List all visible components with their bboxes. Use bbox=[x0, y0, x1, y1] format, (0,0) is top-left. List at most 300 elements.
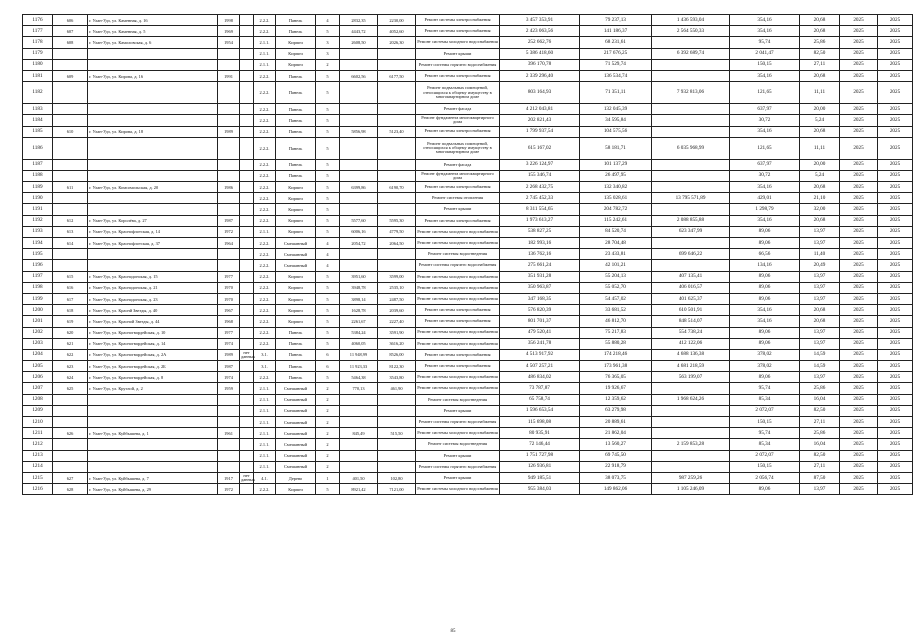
living-area-cell bbox=[378, 193, 416, 204]
wall-material-cell: Панель bbox=[276, 170, 316, 181]
table-row bbox=[23, 282, 913, 293]
plan-year-start-cell: 2025 bbox=[840, 115, 878, 126]
work-cost-cell: 801 701,37 bbox=[500, 316, 580, 327]
unit-cost-cell: 150,15 bbox=[730, 417, 800, 428]
construction-control-cost-cell: 55 204,13 bbox=[580, 271, 652, 282]
floors-cell: 5 bbox=[316, 316, 340, 327]
row-number-cell: 1214 bbox=[23, 461, 53, 472]
table-row bbox=[23, 104, 913, 115]
house-type-cell: 2.2.2. bbox=[254, 316, 276, 327]
floors-cell: 2 bbox=[316, 428, 340, 439]
no-data-flag-cell bbox=[240, 48, 254, 59]
table-row bbox=[23, 383, 913, 394]
wall-material-cell: Кирпич bbox=[276, 37, 316, 48]
floors-cell: 2 bbox=[316, 394, 340, 405]
no-data-flag-cell bbox=[240, 361, 254, 372]
work-cost-cell: 803 164,93 bbox=[500, 82, 580, 104]
floors-cell: 6 bbox=[316, 349, 340, 360]
plan-year-end-cell: 2025 bbox=[878, 193, 913, 204]
work-type-cell: Ремонт системы холодного водоснабжения bbox=[416, 428, 500, 439]
address-cell: г. Улан-Удэ, ул. Красногвардейская, д. 2Б bbox=[88, 361, 218, 372]
living-area-cell: 3599,00 bbox=[378, 271, 416, 282]
house-id-cell: 619 bbox=[53, 316, 88, 327]
unit-control-cost-cell: 20,00 bbox=[800, 104, 840, 115]
no-data-flag-cell bbox=[240, 383, 254, 394]
house-type-cell: 2.2.2. bbox=[254, 170, 276, 181]
house-type-cell: 2.2.2. bbox=[254, 82, 276, 104]
construction-control-cost-cell: 21 862,04 bbox=[580, 428, 652, 439]
no-data-flag-cell bbox=[240, 193, 254, 204]
work-type-cell: Ремонт системы холодного водоснабжения bbox=[416, 238, 500, 249]
floors-cell: 5 bbox=[316, 282, 340, 293]
build-year-cell bbox=[218, 461, 240, 472]
unit-cost-cell: 89,06 bbox=[730, 226, 800, 237]
work-type-cell: Ремонт подвальных помещений, относящихся к общему имуществу в многоквартирном доме bbox=[416, 82, 500, 104]
plan-year-end-cell: 2025 bbox=[878, 59, 913, 70]
work-cost-cell: 615 167,02 bbox=[500, 137, 580, 159]
house-type-cell: 3.1. bbox=[254, 361, 276, 372]
work-cost-cell: 1 751 727,98 bbox=[500, 450, 580, 461]
build-year-cell: 1991 bbox=[218, 70, 240, 81]
house-total-cost-cell: 412 122,06 bbox=[652, 338, 730, 349]
construction-control-cost-cell: 204 782,72 bbox=[580, 204, 652, 215]
table-row bbox=[23, 126, 913, 137]
house-total-cost-cell: 407 135,41 bbox=[652, 271, 730, 282]
floors-cell: 4 bbox=[316, 249, 340, 260]
wall-material-cell: Кирпич bbox=[276, 204, 316, 215]
total-area-cell: 3951,60 bbox=[340, 271, 378, 282]
plan-year-start-cell: 2025 bbox=[840, 204, 878, 215]
work-cost-cell: 955 384,03 bbox=[500, 484, 580, 495]
plan-year-end-cell: 2025 bbox=[878, 361, 913, 372]
row-number-cell: 1183 bbox=[23, 104, 53, 115]
build-year-cell bbox=[218, 204, 240, 215]
construction-control-cost-cell: 68 231,61 bbox=[580, 37, 652, 48]
total-area-cell: 5577,60 bbox=[340, 215, 378, 226]
work-type-cell: Ремонт системы холодного водоснабжения bbox=[416, 293, 500, 304]
living-area-cell bbox=[378, 59, 416, 70]
address-cell: г. Улан-Удэ, ул. Красногвардейская, д. 14 bbox=[88, 338, 218, 349]
row-number-cell: 1204 bbox=[23, 349, 53, 360]
table-row bbox=[23, 59, 913, 70]
plan-year-end-cell: 2025 bbox=[878, 226, 913, 237]
address-cell: г. Улан-Удэ, ул. Краснофлотская, д. 14 bbox=[88, 226, 218, 237]
living-area-cell: 6190,70 bbox=[378, 182, 416, 193]
wall-material-cell: Панель bbox=[276, 82, 316, 104]
build-year-cell: 1954 bbox=[218, 37, 240, 48]
unit-control-cost-cell: 13,97 bbox=[800, 282, 840, 293]
address-cell bbox=[88, 193, 218, 204]
row-number-cell: 1189 bbox=[23, 182, 53, 193]
house-total-cost-cell bbox=[652, 405, 730, 416]
living-area-cell: 5595,30 bbox=[378, 215, 416, 226]
floors-cell: 5 bbox=[316, 338, 340, 349]
unit-control-cost-cell: 20,00 bbox=[800, 159, 840, 170]
house-type-cell: 2.1.1. bbox=[254, 383, 276, 394]
house-total-cost-cell bbox=[652, 159, 730, 170]
plan-year-start-cell: 2025 bbox=[840, 59, 878, 70]
total-area-cell bbox=[340, 82, 378, 104]
address-cell: г. Улан-Удэ, ул. Красногвардейская, д. 10 bbox=[88, 327, 218, 338]
row-number-cell: 1199 bbox=[23, 293, 53, 304]
table-row bbox=[23, 405, 913, 416]
unit-cost-cell: 150,15 bbox=[730, 461, 800, 472]
address-cell: г. Улан-Удэ, ул. Куйбышева, д. 29 bbox=[88, 484, 218, 495]
unit-cost-cell: 354,16 bbox=[730, 70, 800, 81]
plan-year-end-cell: 2025 bbox=[878, 170, 913, 181]
total-area-cell bbox=[340, 461, 378, 472]
plan-year-end-cell: 2025 bbox=[878, 249, 913, 260]
house-type-cell: 2.2.2. bbox=[254, 193, 276, 204]
house-type-cell: 2.2.2. bbox=[254, 484, 276, 495]
work-cost-cell: 347 168,35 bbox=[500, 293, 580, 304]
no-data-flag-cell bbox=[240, 37, 254, 48]
table-row bbox=[23, 249, 913, 260]
no-data-flag-cell bbox=[240, 137, 254, 159]
wall-material-cell: Смешанный bbox=[276, 428, 316, 439]
house-type-cell: 2.2.2. bbox=[254, 115, 276, 126]
construction-control-cost-cell: 55 052,70 bbox=[580, 282, 652, 293]
house-type-cell: 2.2.2. bbox=[254, 204, 276, 215]
house-total-cost-cell: 406 016,57 bbox=[652, 282, 730, 293]
plan-year-end-cell: 2025 bbox=[878, 215, 913, 226]
work-type-cell: Ремонт системы холодного водоснабжения bbox=[416, 282, 500, 293]
construction-control-cost-cell: 104 575,56 bbox=[580, 126, 652, 137]
house-total-cost-cell: 610 501,91 bbox=[652, 305, 730, 316]
wall-material-cell: Панель bbox=[276, 327, 316, 338]
no-data-flag-cell bbox=[240, 226, 254, 237]
table-row bbox=[23, 316, 913, 327]
plan-year-end-cell: 2025 bbox=[878, 159, 913, 170]
work-type-cell: Ремонт фундамента многоквартирного дома bbox=[416, 170, 500, 181]
house-type-cell: 2.2.2. bbox=[254, 260, 276, 271]
table-row bbox=[23, 26, 913, 37]
total-area-cell bbox=[340, 249, 378, 260]
living-area-cell bbox=[378, 417, 416, 428]
plan-year-start-cell: 2025 bbox=[840, 104, 878, 115]
address-cell bbox=[88, 439, 218, 450]
construction-control-cost-cell: 132 045,39 bbox=[580, 104, 652, 115]
house-total-cost-cell: 4 688 136,38 bbox=[652, 349, 730, 360]
no-data-flag-cell bbox=[240, 159, 254, 170]
work-cost-cell: 2 423 063,56 bbox=[500, 26, 580, 37]
work-type-cell: Ремонт системы холодного водоснабжения bbox=[416, 226, 500, 237]
unit-cost-cell: 1 298,79 bbox=[730, 204, 800, 215]
unit-cost-cell: 95,74 bbox=[730, 428, 800, 439]
table-row bbox=[23, 293, 913, 304]
construction-control-cost-cell: 173 961,38 bbox=[580, 361, 652, 372]
wall-material-cell: Кирпич bbox=[276, 182, 316, 193]
house-id-cell: 623 bbox=[53, 361, 88, 372]
house-total-cost-cell: 623 347,99 bbox=[652, 226, 730, 237]
plan-year-start-cell: 2025 bbox=[840, 137, 878, 159]
row-number-cell: 1200 bbox=[23, 305, 53, 316]
plan-year-end-cell: 2025 bbox=[878, 394, 913, 405]
floors-cell: 5 bbox=[316, 82, 340, 104]
house-type-cell: 2.2.2. bbox=[254, 26, 276, 37]
unit-control-cost-cell: 20,68 bbox=[800, 316, 840, 327]
floors-cell: 5 bbox=[316, 104, 340, 115]
address-cell bbox=[88, 48, 218, 59]
house-id-cell bbox=[53, 137, 88, 159]
total-area-cell: 845,49 bbox=[340, 428, 378, 439]
unit-cost-cell: 378,02 bbox=[730, 361, 800, 372]
plan-year-end-cell: 2025 bbox=[878, 204, 913, 215]
house-total-cost-cell: 1 436 593,04 bbox=[652, 15, 730, 26]
construction-control-cost-cell: 20 889,61 bbox=[580, 417, 652, 428]
plan-year-start-cell: 2025 bbox=[840, 182, 878, 193]
floors-cell: 5 bbox=[316, 271, 340, 282]
construction-control-cost-cell: 71 351,11 bbox=[580, 82, 652, 104]
house-id-cell bbox=[53, 249, 88, 260]
work-type-cell: Ремонт системы водоотведения bbox=[416, 439, 500, 450]
plan-year-end-cell: 2025 bbox=[878, 372, 913, 383]
unit-cost-cell: 85,34 bbox=[730, 439, 800, 450]
unit-control-cost-cell: 13,97 bbox=[800, 293, 840, 304]
plan-year-end-cell: 2025 bbox=[878, 293, 913, 304]
construction-control-cost-cell: 71 529,74 bbox=[580, 59, 652, 70]
work-type-cell: Ремонт системы электроснабжения bbox=[416, 349, 500, 360]
floors-cell: 5 bbox=[316, 70, 340, 81]
house-id-cell bbox=[53, 461, 88, 472]
no-data-flag-cell bbox=[240, 372, 254, 383]
unit-control-cost-cell: 13,97 bbox=[800, 226, 840, 237]
work-type-cell: Ремонт системы электроснабжения bbox=[416, 215, 500, 226]
address-cell: г. Улан-Удэ, ул. Каменная, д. 16 bbox=[88, 15, 218, 26]
plan-year-end-cell: 2025 bbox=[878, 137, 913, 159]
address-cell bbox=[88, 405, 218, 416]
floors-cell: 5 bbox=[316, 293, 340, 304]
address-cell: г. Улан-Удэ, ул. Кирова, д. 16 bbox=[88, 70, 218, 81]
living-area-cell: 4052,60 bbox=[378, 26, 416, 37]
house-total-cost-cell: 6 035 968,99 bbox=[652, 137, 730, 159]
house-id-cell bbox=[53, 439, 88, 450]
build-year-cell: 1964 bbox=[218, 238, 240, 249]
total-area-cell: 5856,98 bbox=[340, 126, 378, 137]
unit-cost-cell: 89,06 bbox=[730, 271, 800, 282]
total-area-cell bbox=[340, 405, 378, 416]
no-data-flag-cell bbox=[240, 293, 254, 304]
unit-control-cost-cell: 16,04 bbox=[800, 394, 840, 405]
work-cost-cell: 576 820,39 bbox=[500, 305, 580, 316]
unit-cost-cell: 354,16 bbox=[730, 15, 800, 26]
plan-year-end-cell: 2025 bbox=[878, 182, 913, 193]
build-year-cell bbox=[218, 170, 240, 181]
plan-year-end-cell: 2025 bbox=[878, 271, 913, 282]
plan-year-end-cell: 2025 bbox=[878, 104, 913, 115]
floors-cell: 2 bbox=[316, 383, 340, 394]
house-total-cost-cell: 4 681 218,59 bbox=[652, 361, 730, 372]
build-year-cell bbox=[218, 59, 240, 70]
address-cell bbox=[88, 115, 218, 126]
table-row bbox=[23, 461, 913, 472]
house-type-cell: 2.2.2. bbox=[254, 215, 276, 226]
unit-control-cost-cell: 13,97 bbox=[800, 372, 840, 383]
build-year-cell: 1989 bbox=[218, 126, 240, 137]
no-data-flag-cell bbox=[240, 484, 254, 495]
house-id-cell bbox=[53, 82, 88, 104]
address-cell: г. Улан-Удэ, ул. Комсомольская, д. 20 bbox=[88, 182, 218, 193]
no-data-flag-cell bbox=[240, 104, 254, 115]
floors-cell: 5 bbox=[316, 182, 340, 193]
address-cell: г. Улан-Удэ, ул. Красной Звезды, д. 44 bbox=[88, 316, 218, 327]
row-number-cell: 1201 bbox=[23, 316, 53, 327]
row-number-cell: 1182 bbox=[23, 82, 53, 104]
no-data-flag-cell: нет данных bbox=[241, 349, 256, 359]
total-area-cell: 5464,38 bbox=[340, 372, 378, 383]
house-type-cell: 2.2.2. bbox=[254, 126, 276, 137]
house-type-cell: 2.1.1. bbox=[254, 48, 276, 59]
house-total-cost-cell bbox=[652, 59, 730, 70]
living-area-cell bbox=[378, 48, 416, 59]
unit-control-cost-cell: 27,11 bbox=[800, 461, 840, 472]
house-id-cell bbox=[53, 170, 88, 181]
plan-year-end-cell: 2025 bbox=[878, 282, 913, 293]
row-number-cell: 1194 bbox=[23, 238, 53, 249]
floors-cell: 5 bbox=[316, 26, 340, 37]
table-row bbox=[23, 159, 913, 170]
house-id-cell bbox=[53, 417, 88, 428]
plan-year-start-cell: 2025 bbox=[840, 338, 878, 349]
build-year-cell: 1972 bbox=[218, 226, 240, 237]
wall-material-cell: Панель bbox=[276, 15, 316, 26]
work-type-cell: Ремонт крыши bbox=[416, 204, 500, 215]
house-type-cell: 2.2.2. bbox=[254, 293, 276, 304]
floors-cell: 4 bbox=[316, 15, 340, 26]
plan-year-start-cell: 2025 bbox=[840, 260, 878, 271]
house-id-cell bbox=[53, 59, 88, 70]
unit-control-cost-cell: 11,11 bbox=[800, 137, 840, 159]
no-data-flag-cell bbox=[240, 327, 254, 338]
total-area-cell: 401,50 bbox=[340, 472, 378, 483]
address-cell bbox=[88, 260, 218, 271]
living-area-cell bbox=[378, 249, 416, 260]
plan-year-start-cell: 2025 bbox=[840, 226, 878, 237]
house-total-cost-cell: 2 564 550,33 bbox=[652, 26, 730, 37]
house-id-cell bbox=[53, 104, 88, 115]
wall-material-cell: Кирпич bbox=[276, 316, 316, 327]
wall-material-cell: Кирпич bbox=[276, 282, 316, 293]
house-total-cost-cell bbox=[652, 238, 730, 249]
row-number-cell: 1188 bbox=[23, 170, 53, 181]
house-total-cost-cell bbox=[652, 450, 730, 461]
house-total-cost-cell: 401 625,37 bbox=[652, 293, 730, 304]
work-cost-cell: 350 963,87 bbox=[500, 282, 580, 293]
plan-year-start-cell: 2025 bbox=[840, 15, 878, 26]
build-year-cell: 1986 bbox=[218, 182, 240, 193]
total-area-cell bbox=[340, 48, 378, 59]
plan-year-end-cell: 2025 bbox=[878, 417, 913, 428]
house-total-cost-cell bbox=[652, 461, 730, 472]
work-type-cell: Ремонт системы холодного водоснабжения bbox=[416, 383, 500, 394]
row-number-cell: 1213 bbox=[23, 450, 53, 461]
table-row bbox=[23, 305, 913, 316]
row-number-cell: 1195 bbox=[23, 249, 53, 260]
total-area-cell bbox=[340, 170, 378, 181]
construction-control-cost-cell: 26 497,95 bbox=[580, 170, 652, 181]
unit-control-cost-cell: 82,50 bbox=[800, 405, 840, 416]
unit-control-cost-cell: 25,86 bbox=[800, 428, 840, 439]
living-area-cell: 3616,20 bbox=[378, 338, 416, 349]
no-data-flag-cell bbox=[240, 126, 254, 137]
work-cost-cell: 396 170,78 bbox=[500, 59, 580, 70]
house-id-cell bbox=[53, 450, 88, 461]
plan-year-end-cell: 2025 bbox=[878, 405, 913, 416]
plan-year-start-cell: 2025 bbox=[840, 215, 878, 226]
address-cell: г. Улан-Удэ, ул. Красногвардейская, д. 2А bbox=[88, 349, 218, 360]
house-id-cell: 616 bbox=[53, 282, 88, 293]
living-area-cell bbox=[378, 137, 416, 159]
wall-material-cell: Смешанный bbox=[276, 394, 316, 405]
address-cell: г. Улан-Удэ, ул. Краснй Звезды, д. 40 bbox=[88, 305, 218, 316]
unit-cost-cell: 89,06 bbox=[730, 484, 800, 495]
living-area-cell bbox=[378, 82, 416, 104]
work-type-cell: Ремонт системы холодного водоснабжения bbox=[416, 338, 500, 349]
construction-control-cost-cell: 46 812,70 bbox=[580, 316, 652, 327]
no-data-flag-cell bbox=[240, 15, 254, 26]
work-type-cell: Ремонт крыши bbox=[416, 405, 500, 416]
table-row bbox=[23, 450, 913, 461]
house-id-cell bbox=[53, 204, 88, 215]
house-type-cell: 2.2.2. bbox=[254, 305, 276, 316]
house-type-cell: 4.1. bbox=[254, 472, 276, 483]
construction-control-cost-cell: 28 704,48 bbox=[580, 238, 652, 249]
living-area-cell: 6177,50 bbox=[378, 70, 416, 81]
floors-cell: 5 bbox=[316, 170, 340, 181]
table-row bbox=[23, 182, 913, 193]
total-area-cell: 4060,05 bbox=[340, 338, 378, 349]
no-data-flag-cell bbox=[240, 282, 254, 293]
house-total-cost-cell bbox=[652, 204, 730, 215]
work-cost-cell: 115 698,08 bbox=[500, 417, 580, 428]
work-type-cell: Ремонт системы электроснабжения bbox=[416, 15, 500, 26]
house-id-cell: 610 bbox=[53, 126, 88, 137]
total-area-cell: 6602,56 bbox=[340, 70, 378, 81]
living-area-cell: 4779,50 bbox=[378, 226, 416, 237]
plan-year-end-cell: 2025 bbox=[878, 15, 913, 26]
construction-control-cost-cell: 58 181,71 bbox=[580, 137, 652, 159]
unit-cost-cell: 2 072,07 bbox=[730, 405, 800, 416]
row-number-cell: 1192 bbox=[23, 215, 53, 226]
row-number-cell: 1193 bbox=[23, 226, 53, 237]
address-cell: г. Улан-Удэ, ул. Кирова, д. 18 bbox=[88, 126, 218, 137]
total-area-cell: 3898,14 bbox=[340, 293, 378, 304]
house-id-cell bbox=[53, 48, 88, 59]
living-area-cell: 2487,50 bbox=[378, 293, 416, 304]
living-area-cell: 461,90 bbox=[378, 383, 416, 394]
construction-control-cost-cell: 23 433,81 bbox=[580, 249, 652, 260]
wall-material-cell: Смешанный bbox=[276, 249, 316, 260]
house-type-cell: 2.2.2. bbox=[254, 15, 276, 26]
house-id-cell: 622 bbox=[53, 349, 88, 360]
floors-cell: 5 bbox=[316, 137, 340, 159]
wall-material-cell: Панель bbox=[276, 361, 316, 372]
work-type-cell: Ремонт системы холодного водоснабжения bbox=[416, 484, 500, 495]
plan-year-start-cell: 2025 bbox=[840, 305, 878, 316]
build-year-cell: 1917 bbox=[218, 472, 240, 483]
work-type-cell: Ремонт системы горячего водоснабжения bbox=[416, 260, 500, 271]
house-id-cell bbox=[53, 159, 88, 170]
work-type-cell: Ремонт системы холодного водоснабжения bbox=[416, 372, 500, 383]
total-area-cell: 2608,50 bbox=[340, 37, 378, 48]
row-number-cell: 1186 bbox=[23, 137, 53, 159]
plan-year-start-cell: 2025 bbox=[840, 405, 878, 416]
address-cell bbox=[88, 249, 218, 260]
house-type-cell: 2.1.1. bbox=[254, 450, 276, 461]
unit-cost-cell: 354,16 bbox=[730, 305, 800, 316]
plan-year-start-cell: 2025 bbox=[840, 361, 878, 372]
build-year-cell bbox=[218, 394, 240, 405]
